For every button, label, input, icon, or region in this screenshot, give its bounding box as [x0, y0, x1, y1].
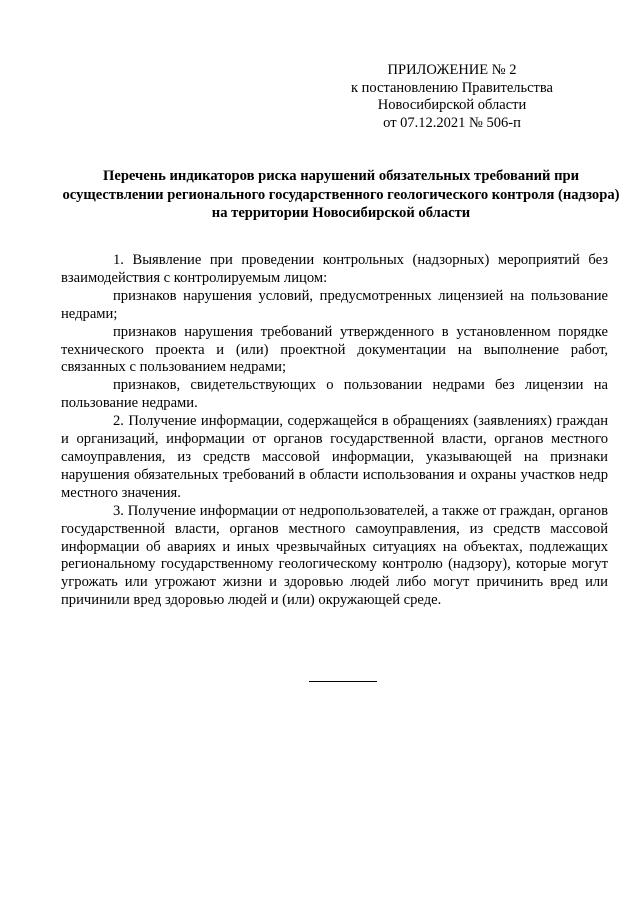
paragraph-subitem-no-license: признаков, свидетельствующих о пользовании недрами без лицензии на пользование недрами.	[61, 377, 608, 412]
appendix-date-number: от 07.12.2021 № 506-п	[383, 114, 521, 131]
document-body	[61, 252, 608, 610]
closing-divider-line	[309, 681, 377, 682]
paragraph-subitem-license: признаков нарушения условий, предусмотренных лицензией на пользование недрами;	[61, 287, 608, 322]
appendix-resolution-ref: к постановлению Правительства	[351, 79, 553, 96]
appendix-number: ПРИЛОЖЕНИЕ № 2	[387, 62, 517, 78]
document-title: Перечень индикаторов риска нарушений обязательных требований при осуществлении регионального государственного геологического контроля (надзора) на территории Новосибирской области	[62, 168, 620, 221]
paragraph-subitem-project: признаков нарушения требований утвержденного в установленном порядке технического проекта и (или) проектной документации на выполнение работ, связанных с пользованием недрами;	[61, 323, 608, 376]
appendix-region: Новосибирской области	[377, 97, 527, 113]
paragraph-item-2: 2. Получение информации, содержащейся в обращениях (заявлениях) граждан и организаций, информации от органов государственной власти, органов местного самоуправления, из средств массовой информации, указывающей на признаки нарушения обязательных требований в области использования и охраны участков недр местного значения.	[61, 413, 608, 501]
paragraph-item-3: 3. Получение информации от недропользователей, а также от граждан, органов государственной власти, органов местного самоуправления, из средств массовой информации об авариях и иных чрезвычайных ситуациях на объектах, подлежащих региональному государственному геологическому контролю (надзору), которые могут угрожать или угрожают жизни и здоровью людей либо могут причинить вред или причинили вред здоровью людей и (или) окружающей среде.	[61, 502, 608, 609]
appendix-header	[322, 62, 582, 132]
paragraph-item-1: 1. Выявление при проведении контрольных (надзорных) мероприятий без взаимодействия с контролируемым лицом:	[61, 252, 608, 286]
